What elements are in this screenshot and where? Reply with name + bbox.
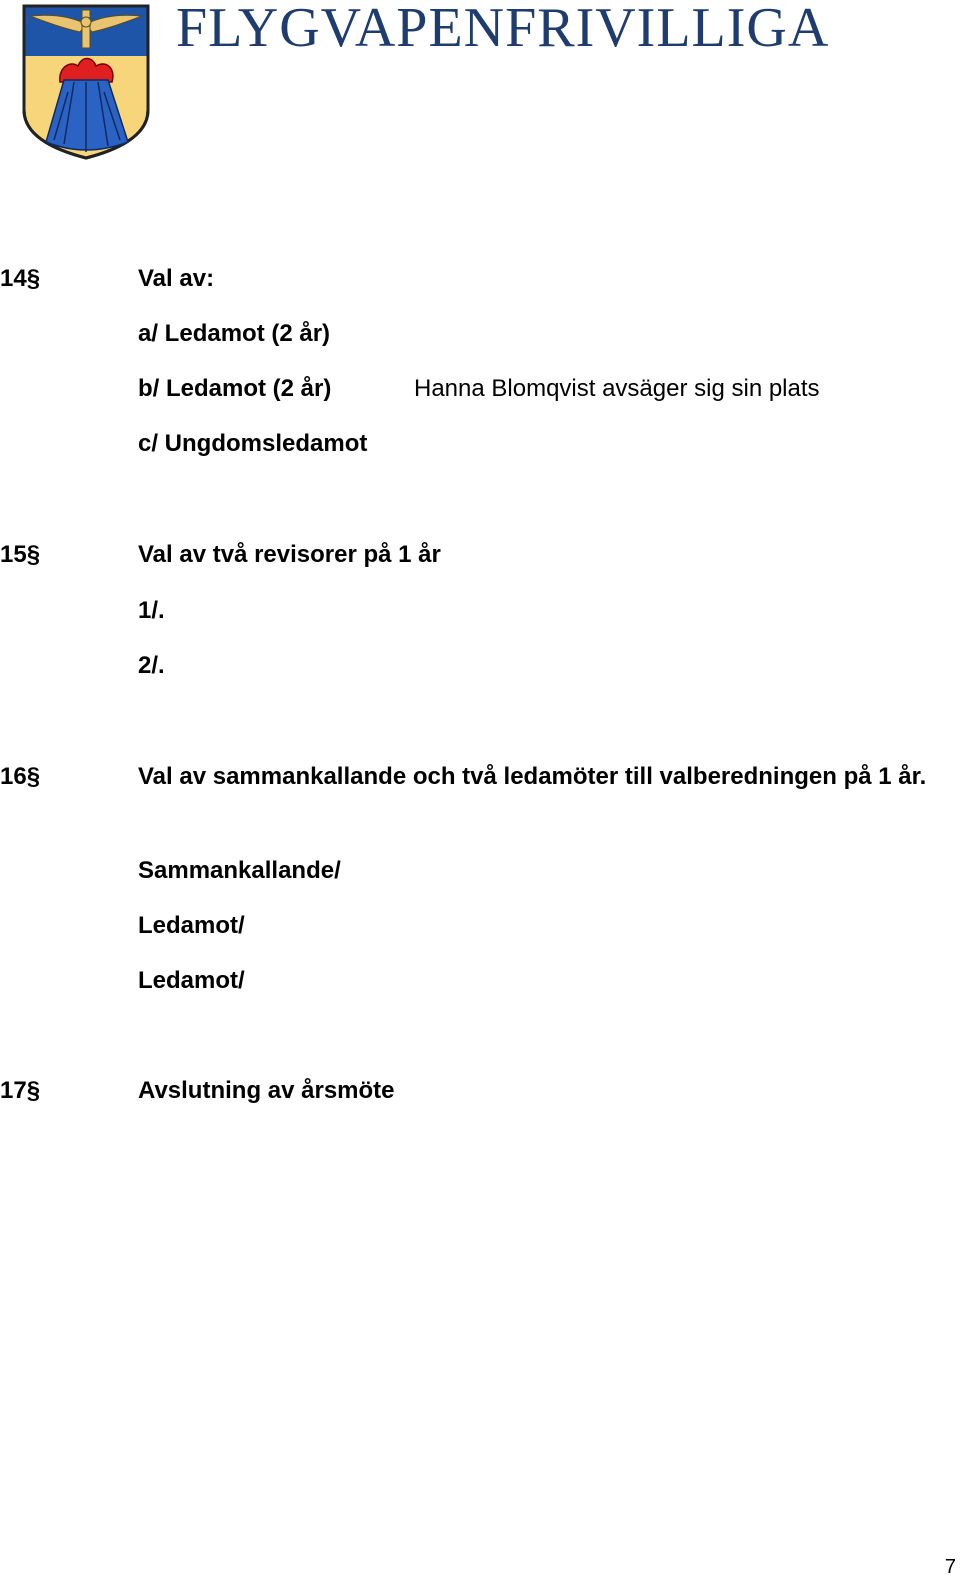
item-sub: Ledamot/	[138, 912, 245, 939]
item-number: 17§	[0, 1077, 41, 1104]
item-sub: a/ Ledamot (2 år)	[138, 320, 331, 347]
item-number: 14§	[0, 265, 41, 292]
item-title: Val av sammankallande och två ledamöter till valberedningen på 1 år.	[138, 763, 927, 790]
item-note: Hanna Blomqvist avsäger sig sin plats	[414, 375, 820, 402]
page-number: 7	[944, 1556, 956, 1578]
item-sub: Sammankallande/	[138, 857, 341, 884]
item-title: Val av:	[138, 265, 215, 292]
organization-name: FLYGVAPENFRIVILLIGA	[176, 0, 830, 59]
item-number: 15§	[0, 541, 41, 568]
item-sub: 2/.	[138, 652, 165, 679]
item-sub: c/ Ungdomsledamot	[138, 430, 368, 457]
item-title: Val av två revisorer på 1 år	[138, 541, 441, 568]
coat-of-arms-icon	[20, 2, 152, 160]
item-sub: b/ Ledamot (2 år)	[138, 375, 332, 402]
item-sub: Ledamot/	[138, 967, 245, 994]
item-title: Avslutning av årsmöte	[138, 1077, 395, 1104]
item-number: 16§	[0, 763, 41, 790]
item-sub: 1/.	[138, 597, 165, 624]
